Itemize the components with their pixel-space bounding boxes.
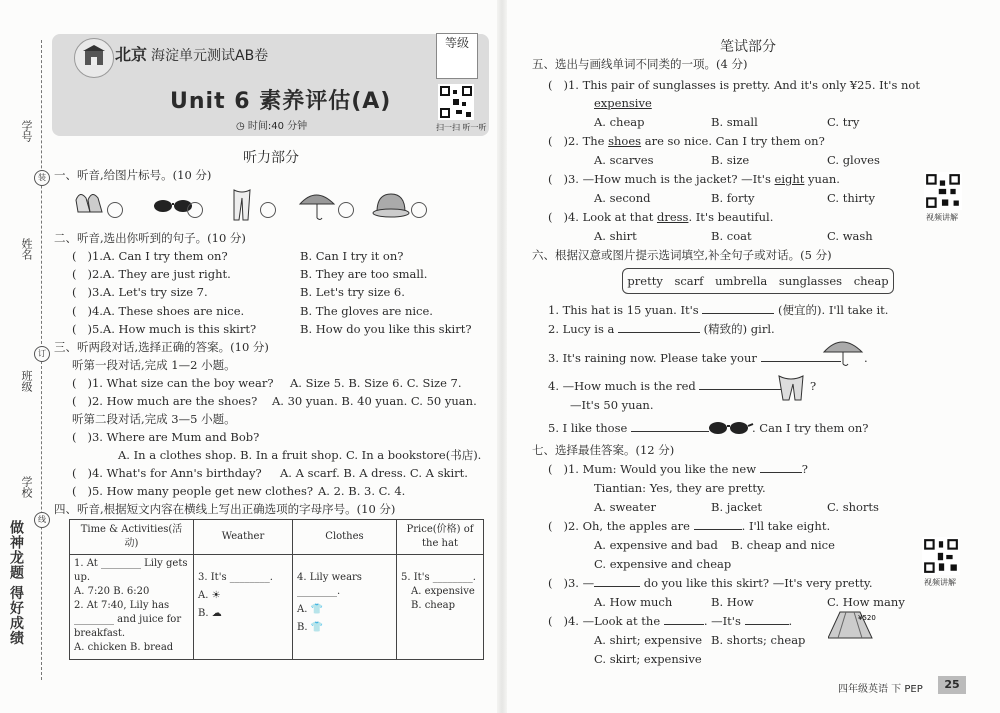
answer-circle-1[interactable] — [107, 202, 123, 218]
s3-q5-options: A. 2. B. 3. C. 4. — [318, 484, 406, 498]
s5-q1-opt-a: A. cheap — [594, 115, 645, 129]
s5-q2-opt-b: B. size — [711, 153, 750, 167]
section-3-title: 三、听两段对话,选择正确的答案。(10 分) — [54, 340, 269, 354]
answer-circle-3[interactable] — [260, 202, 276, 218]
s5-q3-opt-b: B. forty — [711, 191, 755, 205]
student-number-label: 学号 — [20, 120, 33, 142]
binding-circle-1: 装 — [34, 170, 50, 186]
table-cell-clothes: 4. Lily wears ________. A. 👕 B. 👕 — [293, 555, 397, 660]
table-header: Weather — [194, 520, 293, 555]
s2-item-5-a[interactable]: ( )5.A. How much is this skirt? — [72, 322, 257, 336]
table-cell-activities: 1. At ________ Lily gets up. A. 7:20 B. 6:20 2. At 7:40, Lily has ________ and juice for breakfast. A. chicken B. bread — [70, 555, 194, 660]
s6-line-5[interactable]: 5. I like those — [548, 420, 709, 436]
s7-q4-opt-c: C. skirt; expensive — [594, 652, 702, 666]
logo-icon — [74, 38, 114, 78]
grade-label: 等级 — [444, 36, 469, 50]
s7-q2-opt-a: A. expensive and bad — [594, 538, 718, 552]
binding-circle-2: 订 — [34, 346, 50, 362]
slogan: 做神龙题 得好成绩 — [8, 520, 24, 646]
s3-q1[interactable]: ( )1. What size can the boy wear? — [72, 376, 274, 390]
umbrella-icon — [300, 195, 334, 220]
scarf-icon — [775, 370, 809, 406]
s7-q2-opt-c: C. expensive and cheap — [594, 557, 732, 571]
s6-line-3[interactable]: 3. It's raining now. Please take your — [548, 350, 841, 366]
s3-q3-options: A. In a clothes shop. B. In a fruit shop. C. In a bookstore(书店). — [118, 448, 482, 462]
table-header: Clothes — [293, 520, 397, 555]
s3-intro-1: 听第一段对话,完成 1—2 小题。 — [72, 358, 236, 372]
series-name: 海淀单元测试AB卷 — [151, 48, 269, 64]
table-cell-price: 5. It's ________. A. expensive B. cheap — [397, 555, 484, 660]
s6-line-4-reply: —It's 50 yuan. — [570, 398, 654, 412]
s6-line-4-end: ? — [810, 379, 817, 393]
s3-intro-2: 听第二段对话,完成 3—5 小题。 — [72, 412, 236, 426]
s3-q3[interactable]: ( )3. Where are Mum and Bob? — [72, 430, 260, 444]
section-1-title: 一、听音,给图片标号。(10 分) — [54, 168, 212, 182]
listening-title: 听力部分 — [243, 150, 299, 166]
s3-q4[interactable]: ( )4. What's for Ann's birthday? — [72, 466, 262, 480]
s7-q4-opt-a: A. shirt; expensive — [594, 633, 702, 647]
table-header: Time & Activities(活动) — [70, 520, 194, 555]
price-tag: ¥520 — [858, 614, 876, 622]
s5-q4-opt-b: B. coat — [711, 229, 752, 243]
umbrella-icon — [822, 338, 864, 372]
s5-q1-underline: expensive — [594, 96, 652, 110]
answer-circle-4[interactable] — [338, 202, 354, 218]
scarf-icon — [234, 190, 250, 220]
s7-q2[interactable]: ( )2. Oh, the apples are . I'll take eight. — [548, 519, 831, 533]
video-qr-caption: 视频讲解 — [926, 213, 958, 222]
s7-q1-opt-b: B. jacket — [711, 500, 763, 514]
page-title: Unit 6 素养评估(A) — [170, 89, 392, 114]
s6-line-2[interactable]: 2. Lucy is a (精致的) girl. — [548, 322, 775, 336]
qr-code-icon[interactable] — [438, 84, 474, 120]
hat-icon — [373, 194, 409, 217]
section-5-title: 五、选出与画线单词不同类的一项。(4 分) — [532, 57, 748, 71]
s7-q3-opt-c: C. How many — [827, 595, 905, 609]
skirt-icon — [828, 608, 876, 646]
video-qr-caption-2: 视频讲解 — [924, 578, 956, 587]
table-header: Price(价格) of the hat — [397, 520, 484, 555]
s5-q1[interactable]: ( )1. This pair of sunglasses is pretty. And it's only ¥25. It's not — [548, 78, 920, 92]
video-qr-code-icon[interactable] — [924, 172, 962, 210]
s5-q2-opt-a: A. scarves — [594, 153, 654, 167]
time-limit: ◷ 时间:40 分钟 — [236, 121, 308, 132]
s7-q1-opt-a: A. sweater — [594, 500, 656, 514]
answer-circle-2[interactable] — [187, 202, 203, 218]
s5-q4-opt-a: A. shirt — [594, 229, 637, 243]
s5-q3[interactable]: ( )3. —How much is the jacket? —It's eight yuan. — [548, 172, 840, 186]
s3-q2[interactable]: ( )2. How much are the shoes? — [72, 394, 258, 408]
s2-item-4-a[interactable]: ( )4.A. These shoes are nice. — [72, 304, 245, 318]
table-cell-weather: 3. It's ________. A. ☀ B. ☁ — [194, 555, 293, 660]
gloves-icon — [76, 194, 102, 212]
page-fold — [497, 0, 507, 713]
s2-item-2-b: B. They are too small. — [300, 267, 428, 281]
section-6-title: 六、根据汉意或图片提示选词填空,补全句子或对话。(5 分) — [532, 248, 832, 262]
s3-q2-options: A. 30 yuan. B. 40 yuan. C. 50 yuan. — [272, 394, 477, 408]
s7-q1-context: Tiantian: Yes, they are pretty. — [594, 481, 766, 495]
listening-table — [69, 519, 484, 660]
writing-title: 笔试部分 — [720, 39, 776, 55]
s6-line-4[interactable]: 4. —How much is the red — [548, 378, 787, 394]
brand-name: 北京 — [115, 45, 148, 64]
footer-text: 四年级英语 下 PEP — [838, 684, 923, 695]
shirt-skirt-icon: 👕 — [310, 604, 324, 615]
s3-q1-options: A. Size 5. B. Size 6. C. Size 7. — [290, 376, 462, 390]
s5-q1-opt-c: C. try — [827, 115, 860, 129]
s2-item-1-b: B. Can I try it on? — [300, 249, 404, 263]
name-label: 姓名 — [20, 238, 33, 260]
s7-q4-opt-b: B. shorts; cheap — [711, 633, 806, 647]
grade-box[interactable] — [436, 33, 478, 79]
answer-circle-5[interactable] — [411, 202, 427, 218]
s6-line-5-end: . Can I try them on? — [752, 421, 869, 435]
s5-q1-opt-b: B. small — [711, 115, 758, 129]
s5-q2-opt-c: C. gloves — [827, 153, 880, 167]
s2-item-3-b: B. Let's try size 6. — [300, 285, 405, 299]
s5-q3-opt-a: A. second — [594, 191, 651, 205]
s5-q3-opt-c: C. thirty — [827, 191, 876, 205]
video-qr-code-icon-2[interactable] — [922, 537, 960, 575]
s7-q4[interactable]: ( )4. —Look at the . —It's . — [548, 614, 793, 628]
s7-q1[interactable]: ( )1. Mum: Would you like the new ? — [548, 462, 808, 476]
s7-q3-opt-b: B. How — [711, 595, 754, 609]
binding-strip — [0, 0, 60, 713]
s7-q2-opt-b: B. cheap and nice — [731, 538, 835, 552]
s2-item-1-a[interactable]: ( )1.A. Can I try them on? — [72, 249, 228, 263]
s5-q2[interactable]: ( )2. The shoes are so nice. Can I try them on? — [548, 134, 825, 148]
sun-icon: ☀ — [211, 590, 221, 601]
s7-q3-opt-a: A. How much — [594, 595, 673, 609]
word-bank: pretty scarf umbrella sunglasses cheap — [622, 268, 894, 294]
binding-circle-3: 线 — [34, 512, 50, 528]
section-7-title: 七、选择最佳答案。(12 分) — [532, 443, 675, 457]
s7-q3[interactable]: ( )3. — do you like this skirt? —It's very pretty. — [548, 576, 873, 590]
s5-q4-opt-c: C. wash — [827, 229, 873, 243]
s3-q5[interactable]: ( )5. How many people get new clothes? — [72, 484, 314, 498]
school-label: 学校 — [20, 476, 33, 498]
page-number: 25 — [938, 676, 966, 694]
s6-line-1[interactable]: 1. This hat is 15 yuan. It's (便宜的). I'll take it. — [548, 303, 889, 317]
section-2-title: 二、听音,选出你听到的句子。(10 分) — [54, 231, 246, 245]
s7-q1-opt-c: C. shorts — [827, 500, 879, 514]
s2-item-2-a[interactable]: ( )2.A. They are just right. — [72, 267, 231, 281]
s5-q4[interactable]: ( )4. Look at that dress. It's beautiful. — [548, 210, 774, 224]
s2-item-5-b: B. How do you like this skirt? — [300, 322, 472, 336]
qr-caption: 扫一扫 听一听 — [436, 123, 487, 132]
s6-line-3-end: . — [864, 351, 868, 365]
s2-item-4-b: B. The gloves are nice. — [300, 304, 433, 318]
sunglasses-icon — [706, 416, 754, 442]
cloud-icon: ☁ — [211, 608, 222, 619]
class-label: 班级 — [20, 370, 33, 392]
s2-item-3-a[interactable]: ( )3.A. Let's try size 7. — [72, 285, 208, 299]
s3-q4-options: A. A scarf. B. A dress. C. A skirt. — [280, 466, 468, 480]
section-4-title: 四、听音,根据短文内容在横线上写出正确选项的字母序号。(10 分) — [54, 502, 396, 516]
shirt-shorts-icon: 👕 — [310, 622, 324, 633]
